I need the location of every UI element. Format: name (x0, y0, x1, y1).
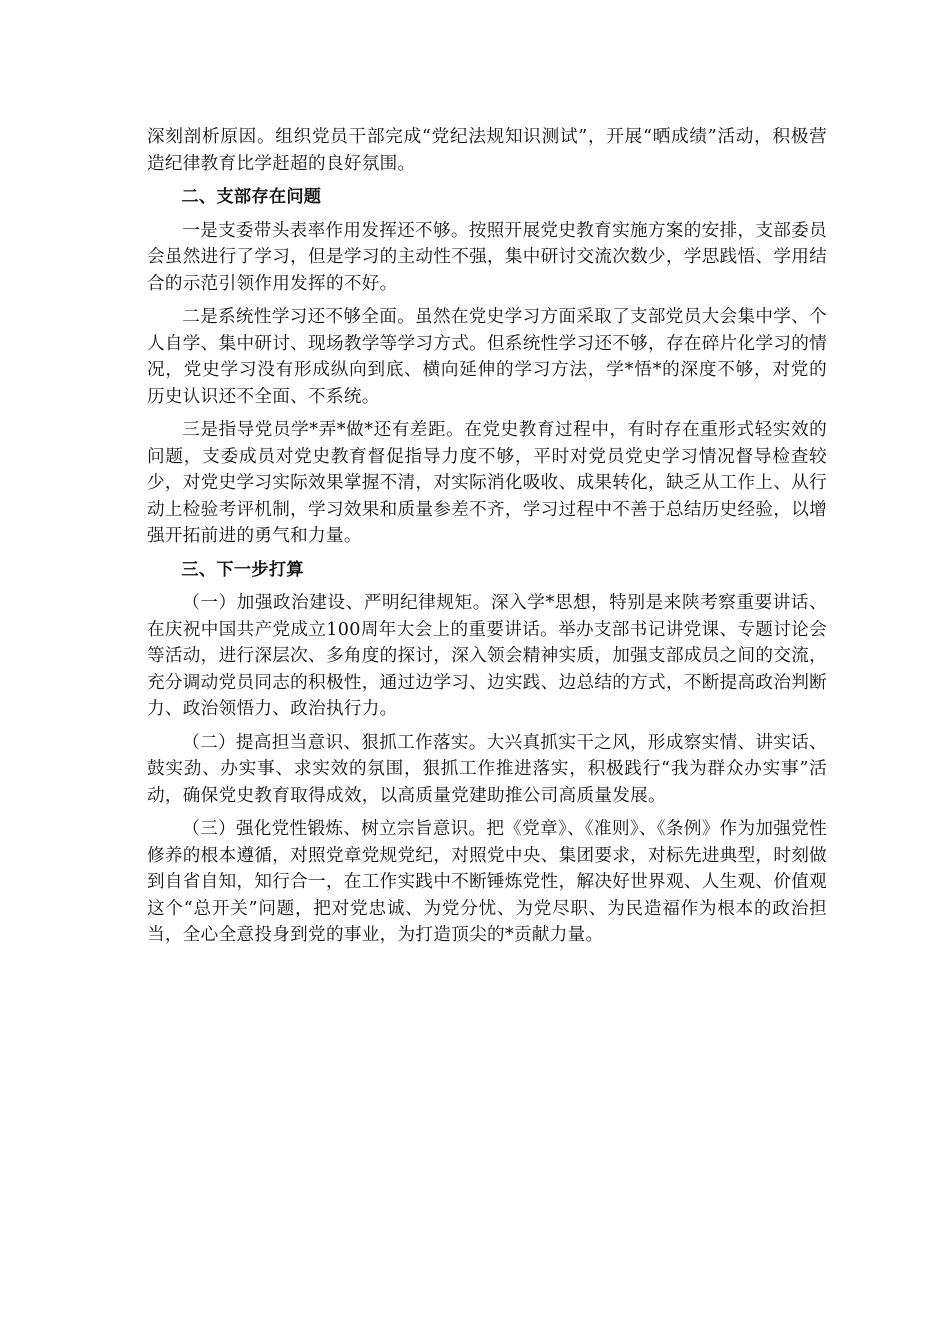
intro-paragraph: 深刻剖析原因。组织党员干部完成“党纪法规知识测试”，开展“晒成绩”活动，积极营造纪律教育比学赶超的良好氛围。 (147, 127, 827, 174)
plan-paragraph-3: （三）强化党性锻炼、树立宗旨意识。把《党章》、《准则》、《条例》作为加强党性修养的根本遵循，对照党章党规党纪，对照党中央、集团要求，对标先进典型，时刻做到自省自知，知行合一，在工作实践中不断锤炼党性，解决好世界观、人生观、价值观这个“总开关”问题，把对党忠诚、为党分忧、为党尽职、为民造福作为根本的政治担当，全心全意投身到党的事业，为打造顶尖的*贡献力量。 (147, 819, 827, 945)
problem-paragraph-3: 三是指导党员学*弄*做*还有差距。在党史教育过程中，有时存在重形式轻实效的问题，支委成员对党史教育督促指导力度不够，平时对党员党史学习情况督导检查较少，对党史学习实际效果掌握不清，对实际消化吸收、成果转化，缺乏从工作上、从行动上检验考评机制，学习效果和质量参差不齐，学习过程中不善于总结历史经验，以增强开拓前进的勇气和力量。 (147, 420, 827, 546)
document-page (147, 124, 827, 956)
plan-paragraph-1: （一）加强政治建设、严明纪律规矩。深入学*思想，特别是来陕考察重要讲话、在庆祝中国共产党成立100周年大会上的重要讲话。举办支部书记讲党课、专题讨论会等活动，进行深层次、多角度的探讨，深入领会精神实质，加强支部成员之间的交流，充分调动党员同志的积极性，通过边学习、边实践、边总结的方式，不断提高政治判断力、政治领悟力、政治执行力。 (147, 593, 827, 719)
problem-paragraph-2: 二是系统性学习还不够全面。虽然在党史学习方面采取了支部党员大会集中学、个人自学、集中研讨、现场教学等学习方式。但系统性学习还不够，存在碎片化学习的情况，党史学习没有形成纵向到底、横向延伸的学习方法，学*悟*的深度不够，对党的历史认识还不全面、不系统。 (147, 307, 827, 407)
plan-paragraph-2: （二）提高担当意识、狠抓工作落实。大兴真抓实干之风，形成察实情、讲实话、鼓实劲、办实事、求实效的氛围，狠抓工作推进落实，积极践行“我为群众办实事”活动，确保党史教育取得成效，以高质量党建助推公司高质量发展。 (147, 732, 827, 806)
problem-paragraph-1: 一是支委带头表率作用发挥还不够。按照开展党史教育实施方案的安排，支部委员会虽然进行了学习，但是学习的主动性不强，集中研讨交流次数少，学思践悟、学用结合的示范引领作用发挥的不好。 (147, 220, 827, 294)
section-heading-next-steps: 三、下一步打算 (181, 559, 304, 580)
section-heading-problems: 二、支部存在问题 (181, 187, 322, 207)
